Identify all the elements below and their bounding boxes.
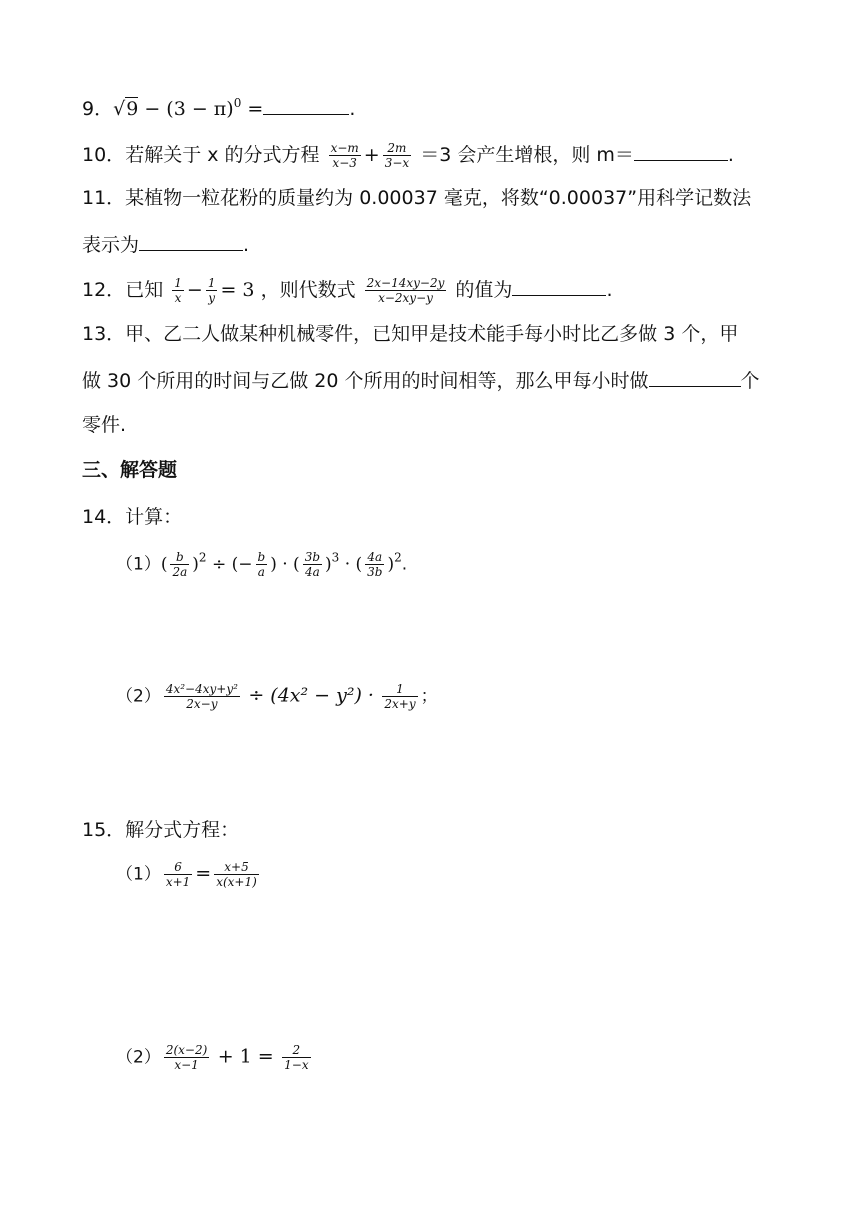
fraction: $\frac{2(x-2)}{x-1}$	[165, 1043, 208, 1072]
fraction: $\frac{b}{a}$	[257, 550, 266, 579]
section-heading: 三、解答题	[82, 459, 178, 481]
question-14-title: 14．计算：	[82, 506, 183, 528]
fraction: $\frac{1}{y}$	[207, 276, 216, 305]
fraction: $\frac{6}{x+1}$	[165, 860, 191, 889]
answer-blank-12[interactable]	[512, 277, 606, 296]
question-11-line-2: 表示为 .	[82, 234, 250, 256]
fraction: $\frac{1}{2x+y}$	[384, 682, 416, 711]
answer-blank-10[interactable]	[634, 142, 728, 161]
sqrt-expression: √9	[113, 98, 139, 120]
question-14-part-1: （1）( $\frac{b}{2a}$ )$^2$ ÷ (− $\frac{b}{a}$ ) · ( $\frac{3b}{4a}$ )$^3$ · ( $\frac{4a}{3b}$ )$^2$.	[116, 550, 408, 579]
question-12: 12．已知 $\frac{1}{x}$ − $\frac{1}{y}$ = 3 ，则代数式 $\frac{2x-14xy-2y}{x-2xy-y}$ 的值为 .	[82, 276, 613, 305]
answer-blank-13[interactable]	[649, 368, 741, 387]
fraction: $\frac{x-m}{x-3}$	[330, 141, 359, 170]
fraction: $\frac{x+5}{x(x+1)}$	[216, 860, 257, 889]
answer-blank-11[interactable]	[139, 232, 243, 251]
question-14-part-2: （2） $\frac{\text{4x²−4xy+y²}}{2x-y}$ ÷ (4x² − y²) · $\frac{1}{2x+y}$ ；	[116, 682, 438, 711]
fraction: $\frac{2m}{3-x}$	[384, 141, 410, 170]
fraction: $\frac{2x-14xy-2y}{x-2xy-y}$	[366, 276, 445, 305]
question-13-line-1: 13．甲、乙二人做某种机械零件，已知甲是技术能手每小时比乙多做 3 个，甲	[82, 323, 739, 345]
question-10: 10．若解关于 x 的分式方程 $\frac{x-m}{x-3}$ + $\frac{2m}{3-x}$ ＝3 会产生增根，则 m＝ .	[82, 141, 734, 170]
fraction: $\frac{3b}{4a}$	[304, 550, 321, 579]
fraction: $\frac{2}{1-x}$	[284, 1043, 309, 1072]
answer-blank-9[interactable]	[263, 96, 349, 115]
fraction: $\frac{1}{x}$	[174, 276, 182, 305]
question-13-line-2: 做 30 个所用的时间与乙做 20 个所用的时间相等，那么甲每小时做 个	[82, 370, 760, 392]
fraction: $\frac{b}{2a}$	[172, 550, 188, 579]
question-15-part-2: （2） $\frac{2(x-2)}{x-1}$ + 1 = $\frac{2}{1-x}$	[116, 1043, 309, 1072]
fraction: $\frac{4a}{3b}$	[367, 550, 383, 579]
question-11-line-1: 11．某植物一粒花粉的质量约为 0.00037 毫克，将数“0.00037”用科学记数法	[82, 187, 752, 209]
question-13-line-3: 零件.	[82, 414, 127, 436]
question-15-title: 15．解分式方程：	[82, 819, 240, 841]
question-9: 9．$√9 - (3 - \pi)^0$ = .	[82, 96, 356, 120]
fraction: $\frac{\text{4x²−4xy+y²}}{2x-y}$	[165, 682, 238, 711]
question-15-part-1: （1） $\frac{6}{x+1}$ = $\frac{x+5}{x(x+1)}$	[116, 860, 257, 889]
